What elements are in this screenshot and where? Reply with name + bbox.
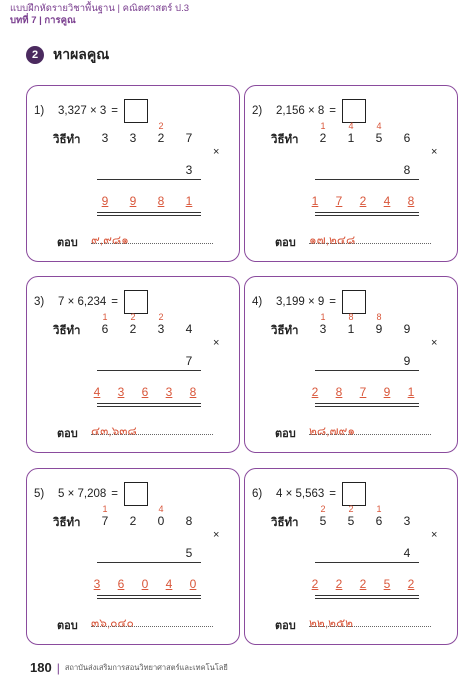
result-digit: 2	[359, 577, 367, 591]
carry-digit: 8	[376, 312, 382, 322]
times-sign: ×	[213, 337, 220, 349]
result-digit: 7	[359, 385, 367, 399]
method-label: วิธีทำ	[53, 325, 81, 337]
multiplicand-digit: 3	[157, 322, 165, 336]
footer-separator: |	[56, 660, 60, 675]
product-rule	[315, 179, 419, 180]
result-digit: 7	[335, 194, 343, 208]
answer-box[interactable]	[124, 482, 148, 506]
result-double-rule	[97, 212, 201, 216]
multiplicand-digit: 2	[319, 131, 327, 145]
result-digit: 9	[101, 194, 109, 208]
multiplicand-digit: 0	[157, 514, 165, 528]
result-digit: 8	[157, 194, 165, 208]
equals-sign: =	[111, 105, 118, 117]
times-sign: ×	[431, 529, 438, 541]
answer-text: ๓๖,๐๔๐	[91, 616, 134, 630]
question-expression: 2,156 × 8	[276, 105, 325, 117]
carry-digit: 1	[102, 312, 108, 322]
question-expression: 5 × 7,208	[58, 488, 107, 500]
answer-box[interactable]	[124, 290, 148, 314]
multiplier-digit: 8	[403, 163, 411, 177]
page-header	[10, 3, 189, 27]
result-digit: 8	[189, 385, 197, 399]
result-digit: 0	[141, 577, 149, 591]
question-line	[252, 99, 366, 123]
header-subject: แบบฝึกหัดรายวิชาพื้นฐาน | คณิตศาสตร์ ป.3	[10, 3, 189, 14]
answer-box[interactable]	[342, 290, 366, 314]
multiplicand-digit: 5	[347, 514, 355, 528]
equals-sign: =	[111, 488, 118, 500]
header-chapter: บทที่ 7 | การคูณ	[10, 15, 76, 26]
multiplicand-digit: 6	[101, 322, 109, 336]
section-number-badge: 2	[26, 46, 44, 64]
answer-box[interactable]	[342, 482, 366, 506]
result-digit: 4	[383, 194, 391, 208]
answer-text: ๙,๙๘๑	[91, 233, 129, 247]
page-footer	[30, 660, 228, 675]
multiplicand-digit: 5	[375, 131, 383, 145]
answer-label: ตอบ	[57, 620, 78, 632]
carry-digit: 1	[376, 504, 382, 514]
multiplier-digit: 4	[403, 546, 411, 560]
multiplier-digit: 7	[185, 354, 193, 368]
answer-label: ตอบ	[57, 428, 78, 440]
result-double-rule	[315, 595, 419, 599]
question-line	[34, 290, 148, 314]
exercise-card	[26, 468, 240, 645]
answer-label: ตอบ	[275, 237, 296, 249]
question-number: 3)	[34, 296, 45, 308]
equals-sign: =	[329, 296, 336, 308]
carry-digit: 1	[320, 121, 326, 131]
result-digit: 1	[407, 385, 415, 399]
result-digit: 6	[141, 385, 149, 399]
answer-dotted-line	[91, 434, 213, 435]
question-number: 2)	[252, 105, 263, 117]
multiplicand-digit: 9	[375, 322, 383, 336]
equals-sign: =	[111, 296, 118, 308]
carry-digit: 2	[348, 504, 354, 514]
result-digit: 9	[383, 385, 391, 399]
section-title: หาผลคูณ	[53, 46, 110, 62]
result-digit: 9	[129, 194, 137, 208]
answer-label: ตอบ	[275, 620, 296, 632]
question-line	[34, 99, 148, 123]
carry-digit: 2	[130, 312, 136, 322]
method-label: วิธีทำ	[53, 134, 81, 146]
result-digit: 1	[311, 194, 319, 208]
method-label: วิธีทำ	[53, 517, 81, 529]
carry-digit: 4	[158, 504, 164, 514]
carry-digit: 1	[102, 504, 108, 514]
multiplicand-digit: 3	[101, 131, 109, 145]
times-sign: ×	[213, 146, 220, 158]
answer-text: ๑๗,๒๔๘	[309, 233, 356, 247]
result-digit: 8	[335, 385, 343, 399]
result-digit: 2	[335, 577, 343, 591]
answer-label: ตอบ	[275, 428, 296, 440]
result-digit: 2	[311, 577, 319, 591]
multiplicand-digit: 2	[157, 131, 165, 145]
question-line	[34, 482, 148, 506]
equals-sign: =	[329, 105, 336, 117]
multiplier-digit: 5	[185, 546, 193, 560]
multiplier-digit: 9	[403, 354, 411, 368]
answer-box[interactable]	[342, 99, 366, 123]
product-rule	[315, 562, 419, 563]
question-line	[252, 290, 366, 314]
result-digit: 3	[93, 577, 101, 591]
question-number: 6)	[252, 488, 263, 500]
multiplicand-digit: 9	[403, 322, 411, 336]
footer-publisher: สถาบันส่งเสริมการสอนวิทยาศาสตร์และเทคโนโลยี	[64, 662, 228, 672]
page-number: 180	[30, 660, 52, 675]
result-digit: 2	[407, 577, 415, 591]
exercise-card	[26, 276, 240, 453]
carry-digit: 1	[320, 312, 326, 322]
multiplicand-digit: 3	[319, 322, 327, 336]
multiplicand-digit: 8	[185, 514, 193, 528]
exercise-card	[244, 276, 458, 453]
answer-text: ๒๘,๗๙๑	[309, 424, 355, 438]
answer-label: ตอบ	[57, 237, 78, 249]
result-double-rule	[315, 403, 419, 407]
result-double-rule	[97, 403, 201, 407]
carry-digit: 4	[348, 121, 354, 131]
result-digit: 8	[407, 194, 415, 208]
result-digit: 3	[165, 385, 173, 399]
multiplicand-digit: 6	[403, 131, 411, 145]
question-expression: 3,199 × 9	[276, 296, 325, 308]
carry-digit: 8	[348, 312, 354, 322]
answer-text: ๔๓,๖๓๘	[91, 424, 137, 438]
result-digit: 5	[383, 577, 391, 591]
carry-digit: 4	[376, 121, 382, 131]
answer-dotted-line	[309, 626, 431, 627]
multiplicand-digit: 2	[129, 322, 137, 336]
answer-dotted-line	[91, 243, 213, 244]
result-digit: 2	[311, 385, 319, 399]
method-label: วิธีทำ	[271, 517, 299, 529]
question-expression: 4 × 5,563	[276, 488, 325, 500]
multiplier-digit: 3	[185, 163, 193, 177]
multiplicand-digit: 7	[185, 131, 193, 145]
result-digit: 6	[117, 577, 125, 591]
times-sign: ×	[213, 529, 220, 541]
result-digit: 3	[117, 385, 125, 399]
multiplicand-digit: 6	[375, 514, 383, 528]
answer-text: ๒๒,๒๕๒	[309, 616, 354, 630]
answer-box[interactable]	[124, 99, 148, 123]
question-line	[252, 482, 366, 506]
method-label: วิธีทำ	[271, 134, 299, 146]
question-number: 5)	[34, 488, 45, 500]
exercise-card	[244, 468, 458, 645]
result-digit: 4	[165, 577, 173, 591]
question-number: 1)	[34, 105, 45, 117]
multiplicand-digit: 2	[129, 514, 137, 528]
exercise-card	[244, 85, 458, 262]
multiplicand-digit: 1	[347, 322, 355, 336]
multiplicand-digit: 1	[347, 131, 355, 145]
question-expression: 7 × 6,234	[58, 296, 107, 308]
result-double-rule	[97, 595, 201, 599]
result-double-rule	[315, 212, 419, 216]
result-digit: 0	[189, 577, 197, 591]
result-digit: 1	[185, 194, 193, 208]
multiplicand-digit: 4	[185, 322, 193, 336]
result-digit: 4	[93, 385, 101, 399]
carry-digit: 2	[158, 121, 164, 131]
carry-digit: 2	[320, 504, 326, 514]
product-rule	[97, 179, 201, 180]
multiplicand-digit: 5	[319, 514, 327, 528]
multiplicand-digit: 3	[403, 514, 411, 528]
question-expression: 3,327 × 3	[58, 105, 107, 117]
product-rule	[97, 562, 201, 563]
product-rule	[315, 370, 419, 371]
exercise-card	[26, 85, 240, 262]
product-rule	[97, 370, 201, 371]
answer-dotted-line	[91, 626, 213, 627]
equals-sign: =	[329, 488, 336, 500]
method-label: วิธีทำ	[271, 325, 299, 337]
carry-digit: 2	[158, 312, 164, 322]
multiplicand-digit: 7	[101, 514, 109, 528]
answer-dotted-line	[309, 243, 431, 244]
answer-dotted-line	[309, 434, 431, 435]
times-sign: ×	[431, 146, 438, 158]
result-digit: 2	[359, 194, 367, 208]
question-number: 4)	[252, 296, 263, 308]
times-sign: ×	[431, 337, 438, 349]
multiplicand-digit: 3	[129, 131, 137, 145]
section-heading	[26, 44, 109, 66]
